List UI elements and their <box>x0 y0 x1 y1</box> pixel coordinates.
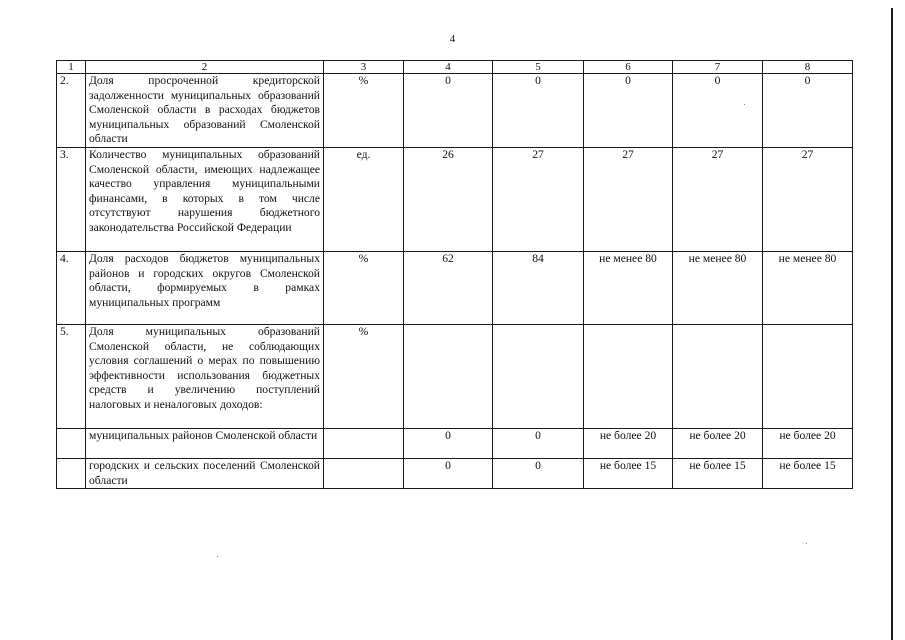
table-row <box>57 459 853 489</box>
value-cell: 84 <box>493 252 584 325</box>
unit-cell: % <box>324 252 404 325</box>
column-header: 8 <box>763 61 853 74</box>
value-cell <box>404 325 493 429</box>
value-cell: 0 <box>404 459 493 489</box>
unit-cell: ед. <box>324 148 404 252</box>
row-number: 3. <box>57 148 86 252</box>
value-cell <box>763 325 853 429</box>
indicator-description: Доля просроченной кредиторской задолженности муниципальных образований Смоленской области в расходах бюджетов муниципальных образований Смоленской области <box>86 74 324 148</box>
value-cell: 0 <box>404 74 493 148</box>
value-cell: 0 <box>493 459 584 489</box>
value-cell: 27 <box>584 148 673 252</box>
value-cell: 26 <box>404 148 493 252</box>
scan-speck <box>744 104 745 105</box>
value-cell: 0 <box>493 429 584 459</box>
value-cell: 0 <box>404 429 493 459</box>
value-cell: 0 <box>493 74 584 148</box>
value-cell: 0 <box>584 74 673 148</box>
scan-speck <box>806 543 807 544</box>
unit-cell <box>324 429 404 459</box>
value-cell: не более 20 <box>763 429 853 459</box>
value-cell: 27 <box>493 148 584 252</box>
table-row <box>57 429 853 459</box>
row-number: 4. <box>57 252 86 325</box>
value-cell <box>493 325 584 429</box>
page-number: 4 <box>449 33 456 45</box>
page-edge-line <box>891 8 893 640</box>
value-cell: 62 <box>404 252 493 325</box>
row-number <box>57 429 86 459</box>
row-number <box>57 459 86 489</box>
scan-speck <box>217 556 218 557</box>
value-cell: не более 20 <box>584 429 673 459</box>
row-number: 5. <box>57 325 86 429</box>
indicators-table <box>56 60 853 489</box>
column-header: 4 <box>404 61 493 74</box>
row-number: 2. <box>57 74 86 148</box>
value-cell: 27 <box>763 148 853 252</box>
column-header: 7 <box>673 61 763 74</box>
indicator-description: муниципальных районов Смоленской области <box>86 429 324 459</box>
unit-cell: % <box>324 74 404 148</box>
unit-cell: % <box>324 325 404 429</box>
column-header: 3 <box>324 61 404 74</box>
value-cell: 0 <box>763 74 853 148</box>
value-cell <box>673 325 763 429</box>
column-header: 2 <box>86 61 324 74</box>
unit-cell <box>324 459 404 489</box>
value-cell: не менее 80 <box>584 252 673 325</box>
indicator-description: Количество муниципальных образований Смоленской области, имеющих надлежащее качество управления муниципальными финансами, в которых в том числе отсутствуют нарушения бюджетного законодательства Российской Федерации <box>86 148 324 252</box>
value-cell: не менее 80 <box>763 252 853 325</box>
indicator-description: городских и сельских поселений Смоленской области <box>86 459 324 489</box>
value-cell: 0 <box>673 74 763 148</box>
value-cell: не более 15 <box>673 459 763 489</box>
value-cell <box>584 325 673 429</box>
column-header: 6 <box>584 61 673 74</box>
table-header-row <box>57 61 853 74</box>
table-row <box>57 74 853 148</box>
value-cell: не более 20 <box>673 429 763 459</box>
value-cell: не более 15 <box>763 459 853 489</box>
indicator-description: Доля муниципальных образований Смоленской области, не соблюдающих условия соглашений о мерах по повышению эффективности использования бюджетных средств и увеличению поступлений налоговых и неналоговых доходов: <box>86 325 324 429</box>
column-header: 5 <box>493 61 584 74</box>
value-cell: 27 <box>673 148 763 252</box>
column-header: 1 <box>57 61 86 74</box>
table-row <box>57 252 853 325</box>
value-cell: не менее 80 <box>673 252 763 325</box>
indicator-description: Доля расходов бюджетов муниципальных районов и городских округов Смоленской области, формируемых в рамках муниципальных программ <box>86 252 324 325</box>
table-row <box>57 325 853 429</box>
value-cell: не более 15 <box>584 459 673 489</box>
table-row <box>57 148 853 252</box>
